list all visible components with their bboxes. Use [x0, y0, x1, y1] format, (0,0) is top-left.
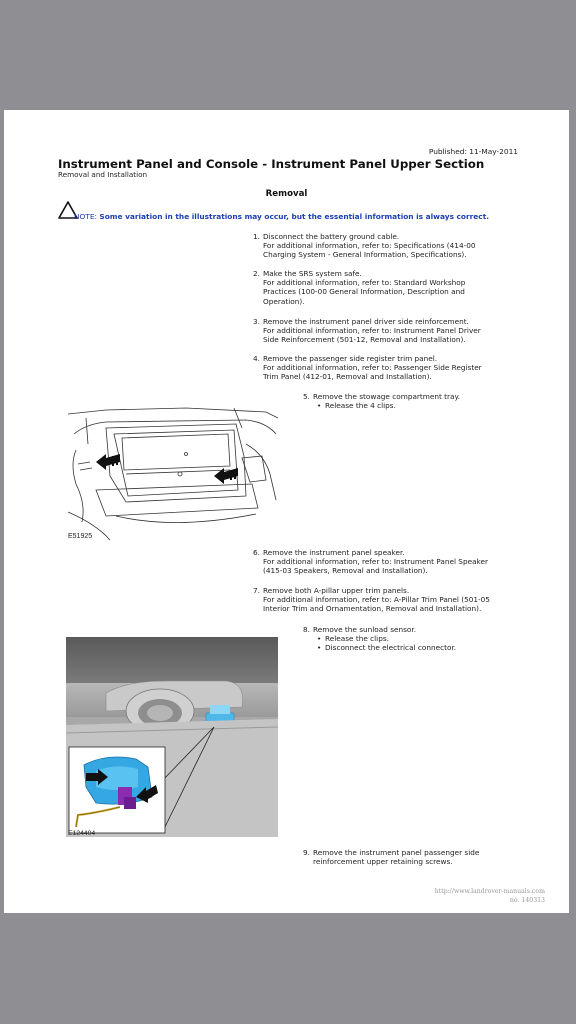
document-page: [4, 110, 569, 913]
step-line: Disconnect the battery ground cable.: [263, 232, 400, 241]
step-line: reinforcement upper retaining screws.: [313, 857, 453, 867]
step-line: For additional information, refer to: Specifications (414-00: [263, 241, 476, 251]
published-date: Published: 11-May-2011: [428, 147, 518, 156]
step-line: Remove the stowage compartment tray.: [313, 392, 461, 401]
step-line: Practices (100-00 General Information, Description and: [263, 287, 465, 297]
watermark-url: http://www.landrover-manuals.com: [434, 888, 545, 895]
section-heading: Removal: [265, 189, 308, 199]
step-line: Charging System - General Information, Specifications).: [263, 250, 467, 260]
step-line: For additional information, refer to: Passenger Side Register: [263, 363, 482, 373]
watermark-number: no. 140313: [509, 897, 545, 904]
step-line: Trim Panel (412-01, Removal and Installation).: [263, 372, 432, 382]
step-number: 8.: [303, 625, 310, 634]
step-bullet: • Release the clips.: [313, 634, 456, 643]
step-bullet: • Release the 4 clips.: [313, 401, 460, 410]
step-number: 5.: [303, 392, 310, 401]
step-line: Remove the sunload sensor.: [313, 625, 417, 634]
step-bullet: • Disconnect the electrical connector.: [313, 643, 456, 652]
sunload-sensor-illustration: [66, 637, 278, 837]
note-label: NOTE:: [74, 212, 98, 221]
step-number: 1.: [253, 232, 260, 241]
watermark: [435, 887, 545, 905]
step-line: Make the SRS system safe.: [263, 269, 362, 278]
figure-2-label: E124404: [68, 830, 96, 837]
step-line: Remove the instrument panel driver side reinforcement.: [263, 317, 469, 326]
step-line: For additional information, refer to: Standard Workshop: [263, 278, 466, 288]
step-number: 2.: [253, 269, 260, 278]
step-line: Remove the instrument panel passenger side: [313, 848, 480, 857]
step-line: For additional information, refer to: Instrument Panel Driver: [263, 326, 481, 336]
step-line: For additional information, refer to: Instrument Panel Speaker: [263, 557, 488, 567]
step-number: 6.: [253, 548, 260, 557]
step-number: 4.: [253, 354, 260, 363]
step-line: Side Reinforcement (501-12, Removal and Installation).: [263, 335, 466, 345]
step-line: For additional information, refer to: A-Pillar Trim Panel (501-05: [263, 595, 490, 605]
figure-1-label: E51925: [68, 533, 93, 540]
step-line: Remove the passenger side register trim panel.: [263, 354, 438, 363]
page-subtitle: Removal and Installation: [58, 170, 148, 179]
note-text: Some variation in the illustrations may occur, but the essential information is always correct.: [99, 212, 490, 221]
step-line: Remove the instrument panel speaker.: [263, 548, 405, 557]
step-number: 7.: [253, 586, 260, 595]
step-line: Remove both A-pillar upper trim panels.: [263, 586, 410, 595]
step-line: Operation).: [263, 296, 305, 306]
page-title: Instrument Panel and Console - Instrument Panel Upper Section: [58, 157, 485, 171]
step-number: 9.: [303, 848, 310, 857]
step-line: Interior Trim and Ornamentation, Removal and Installation).: [263, 604, 482, 614]
step-number: 3.: [253, 317, 260, 326]
stowage-tray-illustration: [66, 404, 280, 541]
step-line: (415-03 Speakers, Removal and Installation).: [263, 566, 428, 576]
